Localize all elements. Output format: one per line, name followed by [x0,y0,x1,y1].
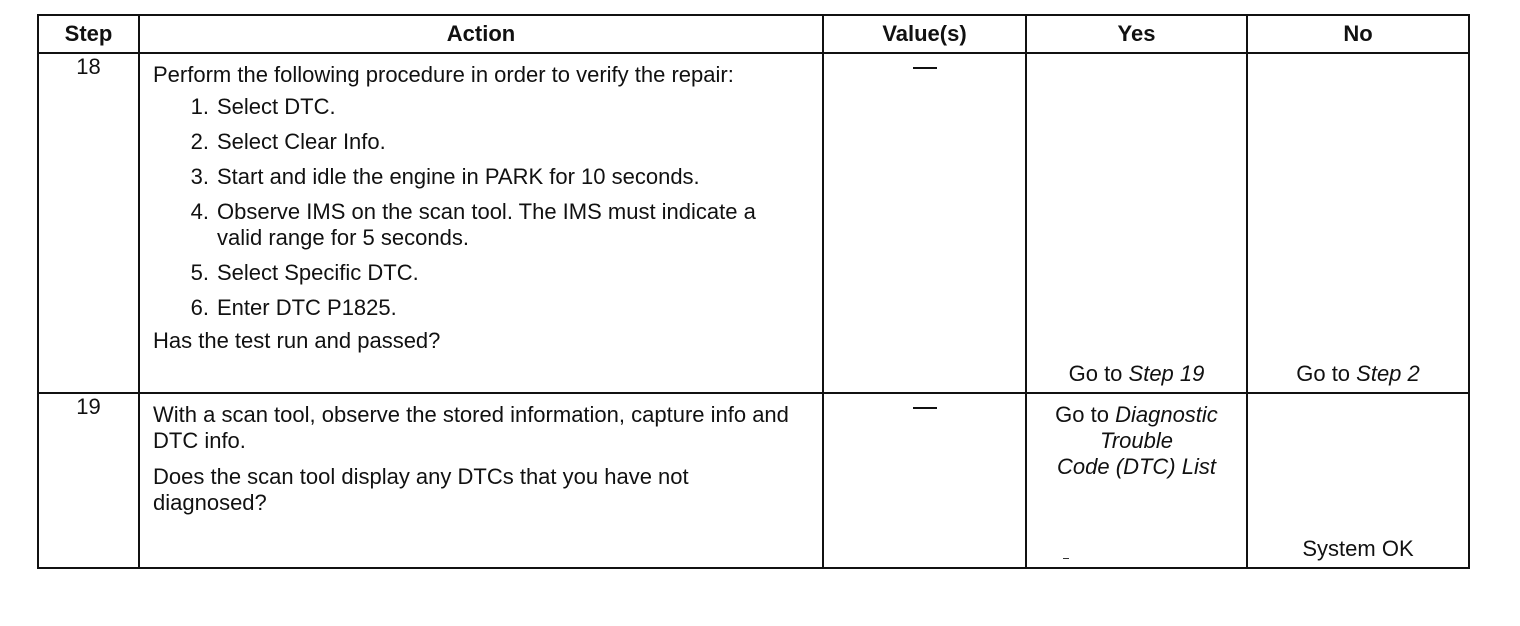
step-number: 18 [38,53,139,393]
list-item: 1. Select DTC. [190,94,336,119]
header-yes: Yes [1026,15,1247,53]
diagnostic-table [37,14,1470,569]
list-item: 4. Observe IMS on the scan tool. The IMS must indicate a valid range for 5 seconds. [190,199,756,250]
list-item: 6. Enter DTC P1825. [190,295,397,320]
yes-cell [1026,53,1247,393]
value-dash [913,407,937,409]
list-item: 3. Start and idle the engine in PARK for 10 seconds. [190,164,700,189]
yes-link-step-19[interactable]: Go to Step 19 [1068,361,1205,386]
value-dash [913,67,937,69]
scan-mark [1063,558,1069,559]
no-link-step-2[interactable]: Go to Step 2 [1296,361,1420,386]
value-cell [823,53,1026,393]
list-item: 5. Select Specific DTC. [190,260,419,285]
no-system-ok: System OK [1302,536,1414,561]
header-step: Step [38,15,139,53]
action-intro: With a scan tool, observe the stored information, capture info and DTC info. [153,402,789,453]
action-intro: Perform the following procedure in order to verify the repair: [153,62,734,87]
action-cell [139,53,823,393]
header-action: Action [139,15,823,53]
yes-cell [1026,393,1247,568]
header-no: No [1247,15,1469,53]
procedure-list [153,94,812,321]
no-cell [1247,53,1469,393]
table-row-step-19 [38,393,1469,568]
table-row-step-18 [38,53,1469,393]
header-row [38,15,1469,53]
yes-link-dtc-list[interactable]: Go to Diagnostic Trouble Code (DTC) List [1055,402,1218,479]
step-number: 19 [38,393,139,568]
header-values: Value(s) [823,15,1026,53]
action-question: Does the scan tool display any DTCs that you have not diagnosed? [153,464,689,515]
no-cell [1247,393,1469,568]
action-question: Has the test run and passed? [153,328,441,353]
action-cell [139,393,823,568]
value-cell [823,393,1026,568]
list-item: 2. Select Clear Info. [190,129,386,154]
